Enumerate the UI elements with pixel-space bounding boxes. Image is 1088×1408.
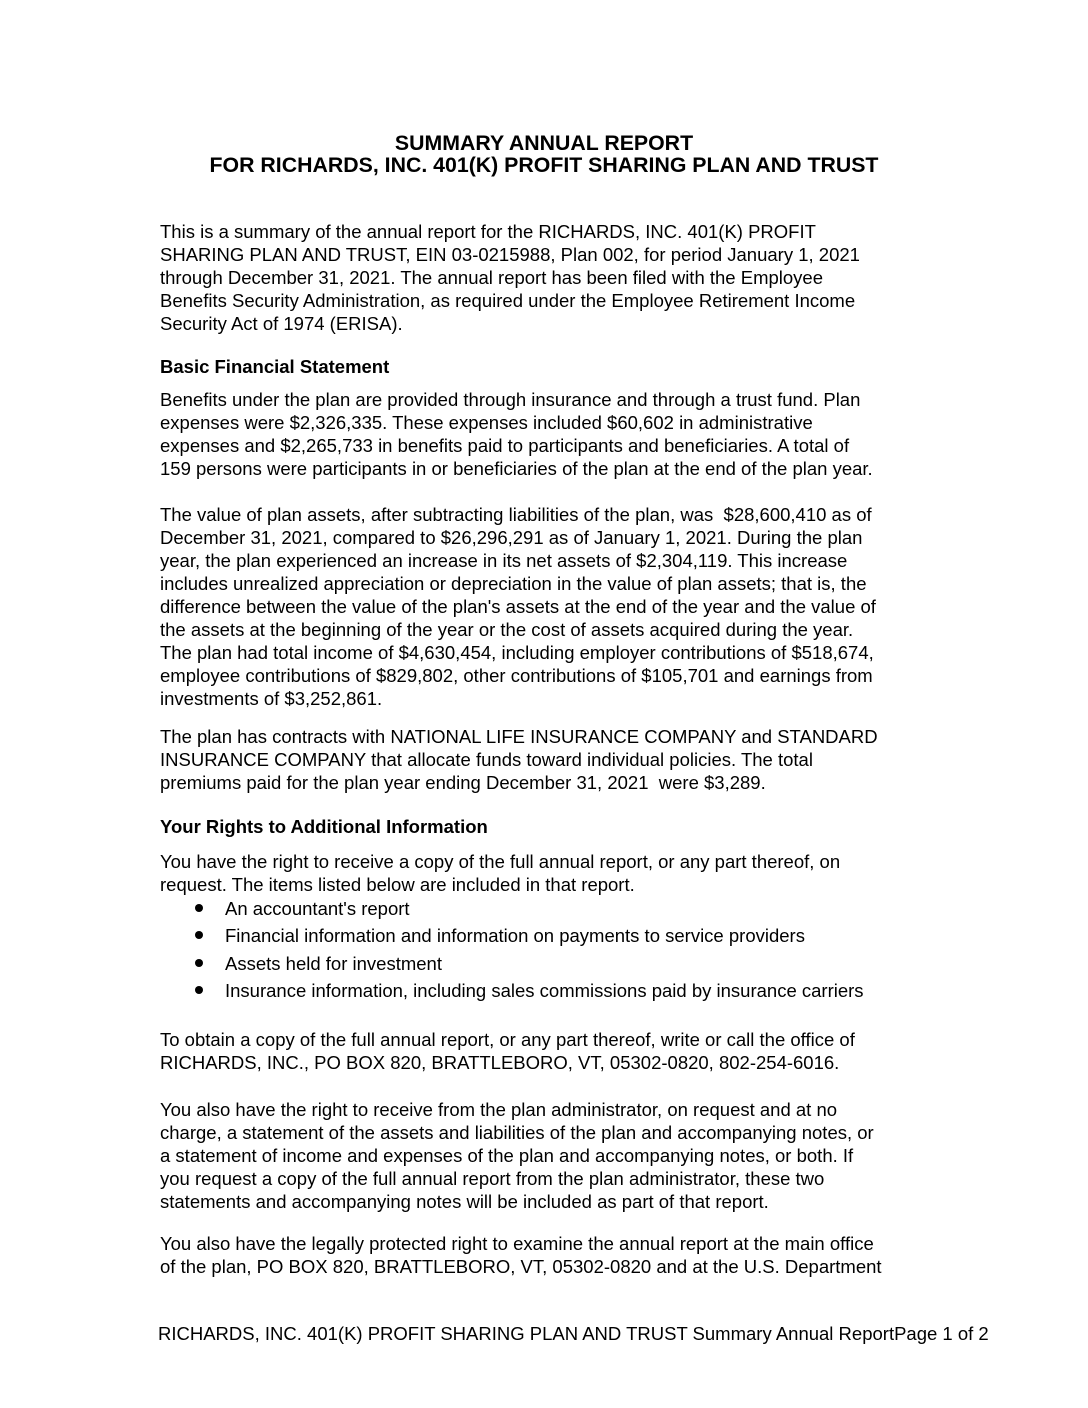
additional-information-heading: Your Rights to Additional Information [160,816,488,837]
examine-report-paragraph [160,1232,882,1278]
statements-paragraph [160,1098,874,1213]
text-line: request. The items listed below are included in that report. [160,874,635,895]
text-line: of the plan, PO BOX 820, BRATTLEBORO, VT, 05302-0820 and at the U.S. Department [160,1256,882,1277]
text-line: 159 persons were participants in or beneficiaries of the plan at the end of the plan year. [160,458,873,479]
text-line: Security Act of 1974 (ERISA). [160,313,403,334]
list-item [160,952,864,979]
text-line: expenses were $2,326,335. These expenses included $60,602 in administrative [160,412,813,433]
bullet-icon [195,931,203,939]
text-line: Benefits under the plan are provided through insurance and through a trust fund. Plan [160,389,861,410]
basic-financial-statement-heading: Basic Financial Statement [160,356,390,377]
list-item-text: Financial information and information on payments to service providers [225,925,805,947]
text-line: December 31, 2021, compared to $26,296,291 as of January 1, 2021. During the plan [160,527,863,548]
text-line: This is a summary of the annual report for the RICHARDS, INC. 401(K) PROFIT [160,221,816,242]
list-item-text: Insurance information, including sales commissions paid by insurance carriers [225,979,864,1001]
included-items-list [160,897,864,1006]
text-line: you request a copy of the full annual report from the plan administrator, these two [160,1168,825,1189]
text-line: The plan has contracts with NATIONAL LIFE INSURANCE COMPANY and STANDARD [160,726,878,747]
text-line: expenses and $2,265,733 in benefits paid to participants and beneficiaries. A total of [160,435,850,456]
text-line: statements and accompanying notes will be included as part of that report. [160,1191,769,1212]
text-line: premiums paid for the plan year ending December 31, 2021 were $3,289. [160,772,766,793]
text-line: investments of $3,252,861. [160,688,383,709]
text-line: You also have the legally protected right to examine the annual report at the main office [160,1233,874,1254]
text-line: You also have the right to receive from the plan administrator, on request and at no [160,1099,838,1120]
text-line: The value of plan assets, after subtracting liabilities of the plan, was $28,600,410 as of [160,504,872,525]
text-line: through December 31, 2021. The annual report has been filed with the Employee [160,267,824,288]
list-item-text: Assets held for investment [225,952,442,974]
text-line: year, the plan experienced an increase in its net assets of $2,304,119. This increase [160,550,848,571]
obtain-copy-paragraph [160,1028,855,1074]
text-line: INSURANCE COMPANY that allocate funds toward individual policies. The total [160,749,813,770]
list-item [160,979,864,1006]
text-line: SUMMARY ANNUAL REPORT [394,131,694,155]
text-line: To obtain a copy of the full annual report, or any part thereof, write or call the office of [160,1029,855,1050]
text-line: charge, a statement of the assets and liabilities of the plan and accompanying notes, or [160,1122,874,1143]
document-title [0,133,1088,176]
insurance-contracts-paragraph [160,725,878,794]
text-line: difference between the value of the plan's assets at the end of the year and the value of [160,596,876,617]
list-item [160,897,864,924]
text-line: includes unrealized appreciation or depreciation in the value of plan assets; that is, the [160,573,867,594]
list-item-text: An accountant's report [225,898,410,919]
text-line: FOR RICHARDS, INC. 401(K) PROFIT SHARING PLAN AND TRUST [209,152,879,177]
intro-paragraph [160,220,860,335]
text-line: employee contributions of $829,802, other contributions of $105,701 and earnings from [160,665,873,686]
rights-paragraph [160,850,840,896]
bullet-icon [195,986,203,994]
plan-assets-paragraph [160,503,876,710]
text-line: SHARING PLAN AND TRUST, EIN 03-0215988, Plan 002, for period January 1, 2021 [160,244,860,265]
text-line: The plan had total income of $4,630,454, including employer contributions of $518,674, [160,642,874,663]
page-footer: RICHARDS, INC. 401(K) PROFIT SHARING PLAN AND TRUST Summary Annual ReportPage 1 of 2 [158,1323,989,1344]
list-item [160,924,864,951]
bullet-icon [195,959,203,967]
text-line: the assets at the beginning of the year or the cost of assets acquired during the year. [160,619,854,640]
text-line: RICHARDS, INC., PO BOX 820, BRATTLEBORO, VT, 05302-0820, 802-254-6016. [160,1052,840,1073]
text-line: You have the right to receive a copy of the full annual report, or any part thereof, on [160,851,841,872]
plan-expenses-paragraph [160,388,873,480]
text-line: a statement of income and expenses of the plan and accompanying notes, or both. If [160,1145,854,1166]
text-line: Benefits Security Administration, as required under the Employee Retirement Income [160,290,856,311]
bullet-icon [195,904,203,912]
